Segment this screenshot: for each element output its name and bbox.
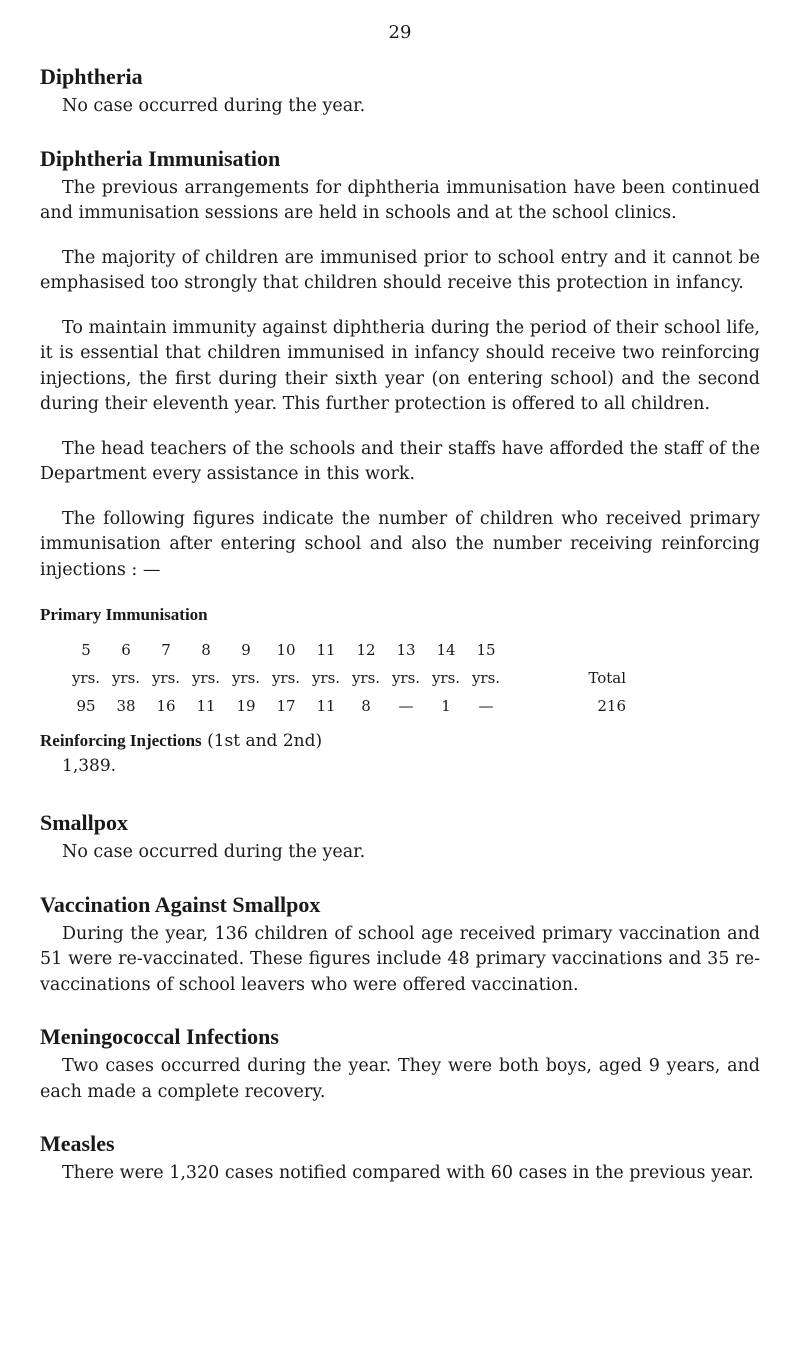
section-vaccination	[40, 890, 760, 999]
total-header-spacer	[506, 636, 626, 664]
age-cell: 6	[121, 641, 131, 659]
heading-meningococcal: Meningococcal Infections	[40, 1024, 279, 1049]
heading-primary-immunisation: Primary Immunisation	[40, 605, 208, 624]
unit-cell: yrs.	[311, 669, 341, 687]
unit-cell: yrs.	[231, 669, 261, 687]
immunisation-paragraph-3: To maintain immunity against diphtheria during the period of their school life, it is essential that children immunised in infancy should receive two reinforcing injections, the first during their sixth year (on entering school) and the second during their eleventh year. This further protection is offered to all children.	[40, 317, 760, 414]
value-cell: —	[398, 697, 414, 715]
reinforcing-note: (1st and 2nd)	[207, 731, 323, 751]
value-cell: 1	[441, 697, 451, 715]
reinforcing-value: 1,389.	[62, 756, 117, 776]
value-cell: 17	[276, 697, 296, 715]
immunisation-paragraph-5: The following figures indicate the number of children who received primary immunisation after entering school and also the number receiving reinforcing injections : —	[40, 508, 760, 580]
heading-vaccination: Vaccination Against Smallpox	[40, 891, 321, 917]
age-cell: 12	[356, 641, 376, 659]
smallpox-text: No case occurred during the year.	[62, 842, 366, 862]
heading-diphtheria-immunisation: Diphtheria Immunisation	[40, 145, 281, 171]
section-reinforcing-injections	[40, 728, 760, 778]
unit-cell: yrs.	[431, 669, 461, 687]
meningococcal-text: Two cases occurred during the year. They were both boys, aged 9 years, and each made a complete recovery.	[40, 1056, 760, 1102]
value-cell: 19	[236, 697, 256, 715]
age-cell: 8	[201, 641, 211, 659]
value-cell: 11	[316, 697, 336, 715]
section-diphtheria-immunisation	[40, 144, 760, 584]
value-cell: —	[478, 697, 494, 715]
immunisation-paragraph-1: The previous arrangements for diphtheria immunisation have been continued and immunisation sessions are held in schools and at the school clinics.	[40, 177, 760, 223]
age-cell: 10	[276, 641, 296, 659]
heading-reinforcing-injections: Reinforcing Injections	[40, 731, 202, 750]
unit-cell: yrs.	[471, 669, 501, 687]
unit-cell: yrs.	[71, 669, 101, 687]
page-number: 29	[388, 22, 412, 43]
value-cell: 95	[76, 697, 96, 715]
heading-measles: Measles	[40, 1131, 115, 1156]
section-measles	[40, 1129, 760, 1187]
section-meningococcal	[40, 1022, 760, 1105]
section-primary-immunisation	[40, 602, 760, 720]
section-diphtheria	[40, 62, 760, 120]
value-cell: 11	[196, 697, 216, 715]
value-cell: 16	[156, 697, 176, 715]
value-cell: 38	[116, 697, 136, 715]
diphtheria-text: No case occurred during the year.	[62, 96, 366, 116]
heading-diphtheria: Diphtheria	[40, 64, 143, 89]
age-cell: 7	[161, 641, 171, 659]
immunisation-paragraph-4: The head teachers of the schools and their staffs have afforded the staff of the Department every assistance in this work.	[40, 438, 760, 484]
vaccination-text: During the year, 136 children of school age received primary vaccination and 51 were re-vaccinated. These figures include 48 primary vaccinations and 35 re-vaccinations of school leavers who were offered vaccination.	[40, 923, 760, 995]
age-cell: 15	[476, 641, 496, 659]
unit-cell: yrs.	[151, 669, 181, 687]
unit-cell: yrs.	[351, 669, 381, 687]
total-value: 216	[597, 697, 626, 715]
primary-immunisation-table	[66, 636, 626, 720]
age-cell: 11	[316, 641, 336, 659]
reinforcing-line	[40, 728, 760, 754]
age-cell: 9	[241, 641, 251, 659]
value-cell: 8	[361, 697, 371, 715]
section-smallpox	[40, 808, 760, 866]
heading-smallpox: Smallpox	[40, 810, 129, 835]
measles-text: There were 1,320 cases notified compared with 60 cases in the previous year.	[62, 1163, 754, 1183]
total-label: Total	[588, 669, 626, 687]
immunisation-paragraph-2: The majority of children are immunised prior to school entry and it cannot be emphasised too strongly that children should receive this protection in infancy.	[40, 247, 760, 293]
unit-cell: yrs.	[111, 669, 141, 687]
unit-cell: yrs.	[391, 669, 421, 687]
unit-cell: yrs.	[271, 669, 301, 687]
table-row-values	[66, 692, 626, 720]
unit-cell: yrs.	[191, 669, 221, 687]
table-row-units	[66, 664, 626, 692]
table-row-ages	[66, 636, 626, 664]
age-cell: 13	[396, 641, 416, 659]
document-body	[40, 62, 760, 1187]
age-cell: 5	[81, 641, 91, 659]
age-cell: 14	[436, 641, 456, 659]
